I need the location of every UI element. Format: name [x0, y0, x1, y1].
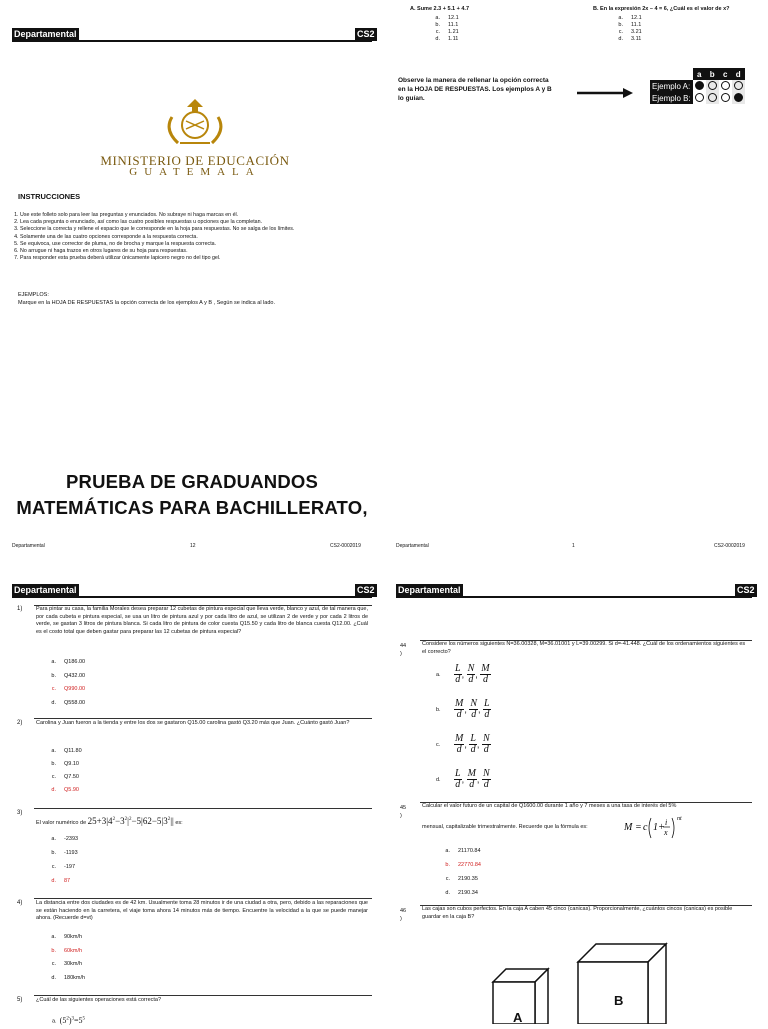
example-a-question: A. Sume 2.3 + 5.1 + 4.7 — [410, 6, 470, 12]
answer-option: d. Q5.90 — [51, 787, 79, 793]
instruction-item: 4. Solamente una de las cuatro opciones corresponde a la respuesta correcta. — [20, 234, 370, 241]
fraction: $\frac{N}{d}$ — [482, 768, 490, 790]
question-46-text: Las cajas son cubos perfectos. En la caja A caben 45 cinco (canicas). Proporcionalmente, ¿cuántos cincos (canicas) es posible guardar en la caja B? — [422, 906, 733, 920]
footer-page-number: 1 — [572, 543, 575, 549]
answer-column-header: c — [719, 68, 732, 80]
answer-option: d. 3.11 — [618, 36, 642, 42]
answer-option: b. Q9.10 — [51, 761, 79, 767]
answer-option: c. 2190.35 — [445, 876, 478, 882]
instruction-item: 2. Lea cada pregunta o enunciado, así como las cuatro posibles respuestas u opciones que la completan. — [20, 219, 370, 226]
answer-option: b. 22770.84 — [445, 862, 481, 868]
answer-option: d. $\frac{L}{d}$ , $\frac{M}{d}$ , $\frac{N}{d}$ — [436, 768, 490, 790]
instructions-title: INSTRUCCIONES — [18, 192, 81, 201]
answer-bubble — [695, 93, 704, 102]
fraction: $\frac{L}{d}$ — [455, 768, 461, 790]
answer-bubble — [708, 81, 717, 90]
instruction-item: 3. Seleccione la correcta y rellene el espacio que le corresponde en la hoja para respuestas. No se salga de los límites. — [20, 226, 370, 233]
answer-bubble — [708, 93, 717, 102]
svg-text:=: = — [635, 822, 642, 833]
footer-code: CS2-0002019 — [330, 543, 361, 549]
examples-text: Marque en la HOJA DE RESPUESTAS la opción correcta de los ejemplos A y B , Según se indica al lado. — [18, 300, 276, 306]
fraction: $\frac{N}{d}$ — [467, 663, 475, 685]
question-number: 2) — [17, 720, 23, 726]
answer-option: b. Q432.00 — [51, 672, 86, 679]
ministry-name: MINISTERIO DE EDUCACIÓN — [100, 153, 290, 168]
answer-option: c. 1.21 — [435, 29, 459, 35]
question-number: 4) — [17, 900, 23, 906]
fraction: $\frac{M}{d}$ — [481, 663, 490, 685]
question-number: 3) — [17, 810, 23, 816]
answer-option: b. 11.1 — [618, 22, 642, 28]
answer-option: a. Q11.80 — [51, 748, 82, 754]
guatemala-seal-icon — [160, 95, 230, 155]
answer-bubble — [695, 81, 704, 90]
fraction: $\frac{L}{d}$ — [470, 733, 476, 755]
question-number: 46 ) — [400, 908, 407, 922]
question-5-option-a: a. $(5^2)^3=5^5$ — [52, 1015, 86, 1025]
answer-option: a. 21170.84 — [445, 848, 481, 854]
departamental-tag: Departamental — [14, 585, 77, 595]
answer-column-header: d — [732, 68, 745, 80]
example-row-label: Ejemplo B: — [652, 93, 691, 103]
question-number: 45 ) — [400, 805, 407, 819]
fraction: $\frac{L}{d}$ — [455, 663, 461, 685]
answer-option: b. 60km/h — [51, 947, 83, 954]
answer-option: d. Q558.00 — [51, 699, 86, 706]
question-3-suffix: es: — [175, 820, 183, 826]
fraction: $\frac{N}{d}$ — [470, 698, 478, 720]
answer-option: b. 11.1 — [435, 22, 459, 28]
svg-text:i: i — [665, 818, 668, 827]
answer-bubble — [721, 81, 730, 90]
observe-instruction: Observe la manera de rellenar la opción correcta en la HOJA DE RESPUESTAS. Los ejemplos A y B lo guían. — [398, 77, 552, 102]
instruction-item: 7. Para responder esta prueba deberá utilizar únicamente lapicero negro no del tipo gel. — [20, 255, 370, 262]
answer-option: a. 90km/h — [51, 934, 83, 940]
exam-code-tag: CS2 — [357, 29, 375, 39]
svg-text:x: x — [664, 828, 668, 837]
fraction: $\frac{L}{d}$ — [484, 698, 490, 720]
question-4-text: La distancia entre dos ciudades es de 42 km. Usualmente toma 28 minutos ir de una ciudad a otra, pero, debido a las reparaciones que se están haciendo en la carretera, el viaje toma ahora 14 minutos más de tiempo. Encuentre la velocidad a la que se puede manejar ahora. (Recuerde d=vt) — [36, 900, 368, 921]
instruction-item: 1. Use este folleto solo para leer las preguntas y enunciados. No subraye ni haga marcas en él. — [20, 212, 370, 219]
answer-option: a. 12.1 — [435, 15, 459, 21]
example-row-label: Ejemplo A: — [650, 80, 693, 92]
svg-text:1+: 1+ — [653, 822, 665, 833]
instruction-item: 5. Se equivoca, use corrector de pluma, no de brocha y marque la respuesta correcta. — [20, 241, 370, 248]
arrow-right-icon — [577, 86, 633, 104]
answer-bubble — [721, 93, 730, 102]
fraction: $\frac{N}{d}$ — [482, 733, 490, 755]
question-44-text: Considere los números siguientes N=36.00328, M=36.01001 y L=39.00299. Si d=-41.448. ¿Cuál de los ordenamientos siguientes es el correcto? — [422, 641, 746, 655]
answer-option: c. Q7.50 — [51, 774, 79, 780]
fraction: $\frac{M}{d}$ — [467, 768, 476, 790]
departamental-tag: Departamental — [14, 29, 77, 39]
example-b-question: B. En la expresión 2x – 4 = 6, ¿Cuál es el valor de x? — [593, 6, 730, 12]
question-1-text: Para pintar su casa, la familia Morales desea preparar 12 cubetas de pintura especial que lleva verde, blanco y azul, de tal manera que, por cada cubeta e pintura especial, se usa un litro de pintura azul y por cada litro de azul, se utilizan 2 de verde y por cada 2 litros de verde, se gastan 3 litros de pintura blanca. Si cada litro de pintura de color cuesta Q15.50 y cada litro de blanca cuesta Q12.00. ¿Cuál es el costo total que deben gastar para preparar las 12 cubetas de pintura especial? — [36, 606, 368, 635]
cube-a-label: A — [513, 1010, 523, 1025]
answer-column-header: a — [693, 68, 706, 80]
answer-option: c. Q990.00 — [51, 686, 86, 692]
question-3-expression: $25+3|4^2-3^2|^2-5|62-5|3^2||$ — [87, 816, 174, 826]
question-45-text-2: mensual, capitalizable trimestralmente. Recuerde que la fórmula es: — [422, 824, 588, 830]
answer-option: d. 1.11 — [435, 36, 459, 42]
question-number: 1) — [17, 606, 23, 612]
answer-sheet-example — [650, 68, 745, 104]
instruction-item: 6. No arrugue ni haga trazos en otros lugares de su hoja para respuestas. — [20, 248, 370, 255]
question-number: 44 ) — [400, 643, 407, 657]
question-number: 5) — [17, 997, 23, 1003]
answer-option: c. 3.21 — [618, 29, 642, 35]
answer-option: a. -2393 — [51, 836, 79, 842]
answer-option: a. 12.1 — [618, 15, 642, 21]
answer-option: d. 2190.34 — [445, 890, 478, 896]
fraction: $\frac{M}{d}$ — [455, 698, 464, 720]
svg-text:M: M — [624, 822, 633, 833]
question-3-prefix: El valor numérico de — [36, 820, 87, 826]
answer-option: c. $\frac{M}{d}$ , $\frac{L}{d}$ , $\frac{N}{d}$ — [436, 733, 490, 755]
footer-left: Departamental — [12, 543, 45, 549]
answer-option: b. -1193 — [51, 850, 78, 856]
answer-option: a. Q186.00 — [51, 659, 86, 665]
answer-option: c. 30km/h — [51, 961, 83, 967]
svg-text:nt: nt — [677, 816, 682, 822]
answer-option: b. $\frac{M}{d}$ , $\frac{N}{d}$ , $\frac{L}{d}$ — [436, 698, 490, 720]
exam-code-tag: CS2 — [357, 585, 375, 595]
answer-bubble — [734, 93, 743, 102]
answer-option: a. $\frac{L}{d}$ , $\frac{N}{d}$ , $\frac{M}{d}$ — [436, 663, 490, 685]
exam-title-line1: PRUEBA DE GRADUANDOS — [65, 471, 319, 492]
examples-label: EJEMPLOS: — [18, 292, 49, 298]
question-3-text — [36, 816, 183, 828]
instructions-list — [10, 212, 370, 262]
question-2-text: Carolina y Juan fueron a la tienda y entre los dos se gastaron Q15.00 carolina gastó Q3.20 más que Juan. ¿Cuánto gastó Juan? — [36, 720, 350, 726]
answer-column-header: b — [706, 68, 719, 80]
cube-b-label: B — [614, 993, 624, 1008]
exam-title-line2: MATEMÁTICAS PARA BACHILLERATO, — [16, 497, 368, 518]
footer-code: CS2-0002019 — [714, 543, 745, 549]
answer-bubble — [734, 81, 743, 90]
footer-page-number: 12 — [190, 543, 196, 549]
question-5-text: ¿Cuál de las siguientes operaciones está correcta? — [36, 997, 162, 1003]
footer-left: Departamental — [396, 543, 429, 549]
fraction: $\frac{M}{d}$ — [455, 733, 464, 755]
question-45-text-1: Calcular el valor futuro de un capital de Q1600.00 durante 1 año y 7 meses a una tasa de interés del 5% — [422, 803, 677, 809]
departamental-tag: Departamental — [398, 585, 461, 595]
answer-option: d. 87 — [51, 878, 71, 884]
svg-text:c: c — [643, 822, 648, 833]
answer-option: d. 180km/h — [51, 974, 86, 981]
ministry-country: GUATEMALA — [129, 166, 261, 178]
exam-code-tag: CS2 — [737, 585, 755, 595]
compound-interest-formula — [624, 813, 694, 844]
answer-option: c. -197 — [51, 864, 76, 870]
